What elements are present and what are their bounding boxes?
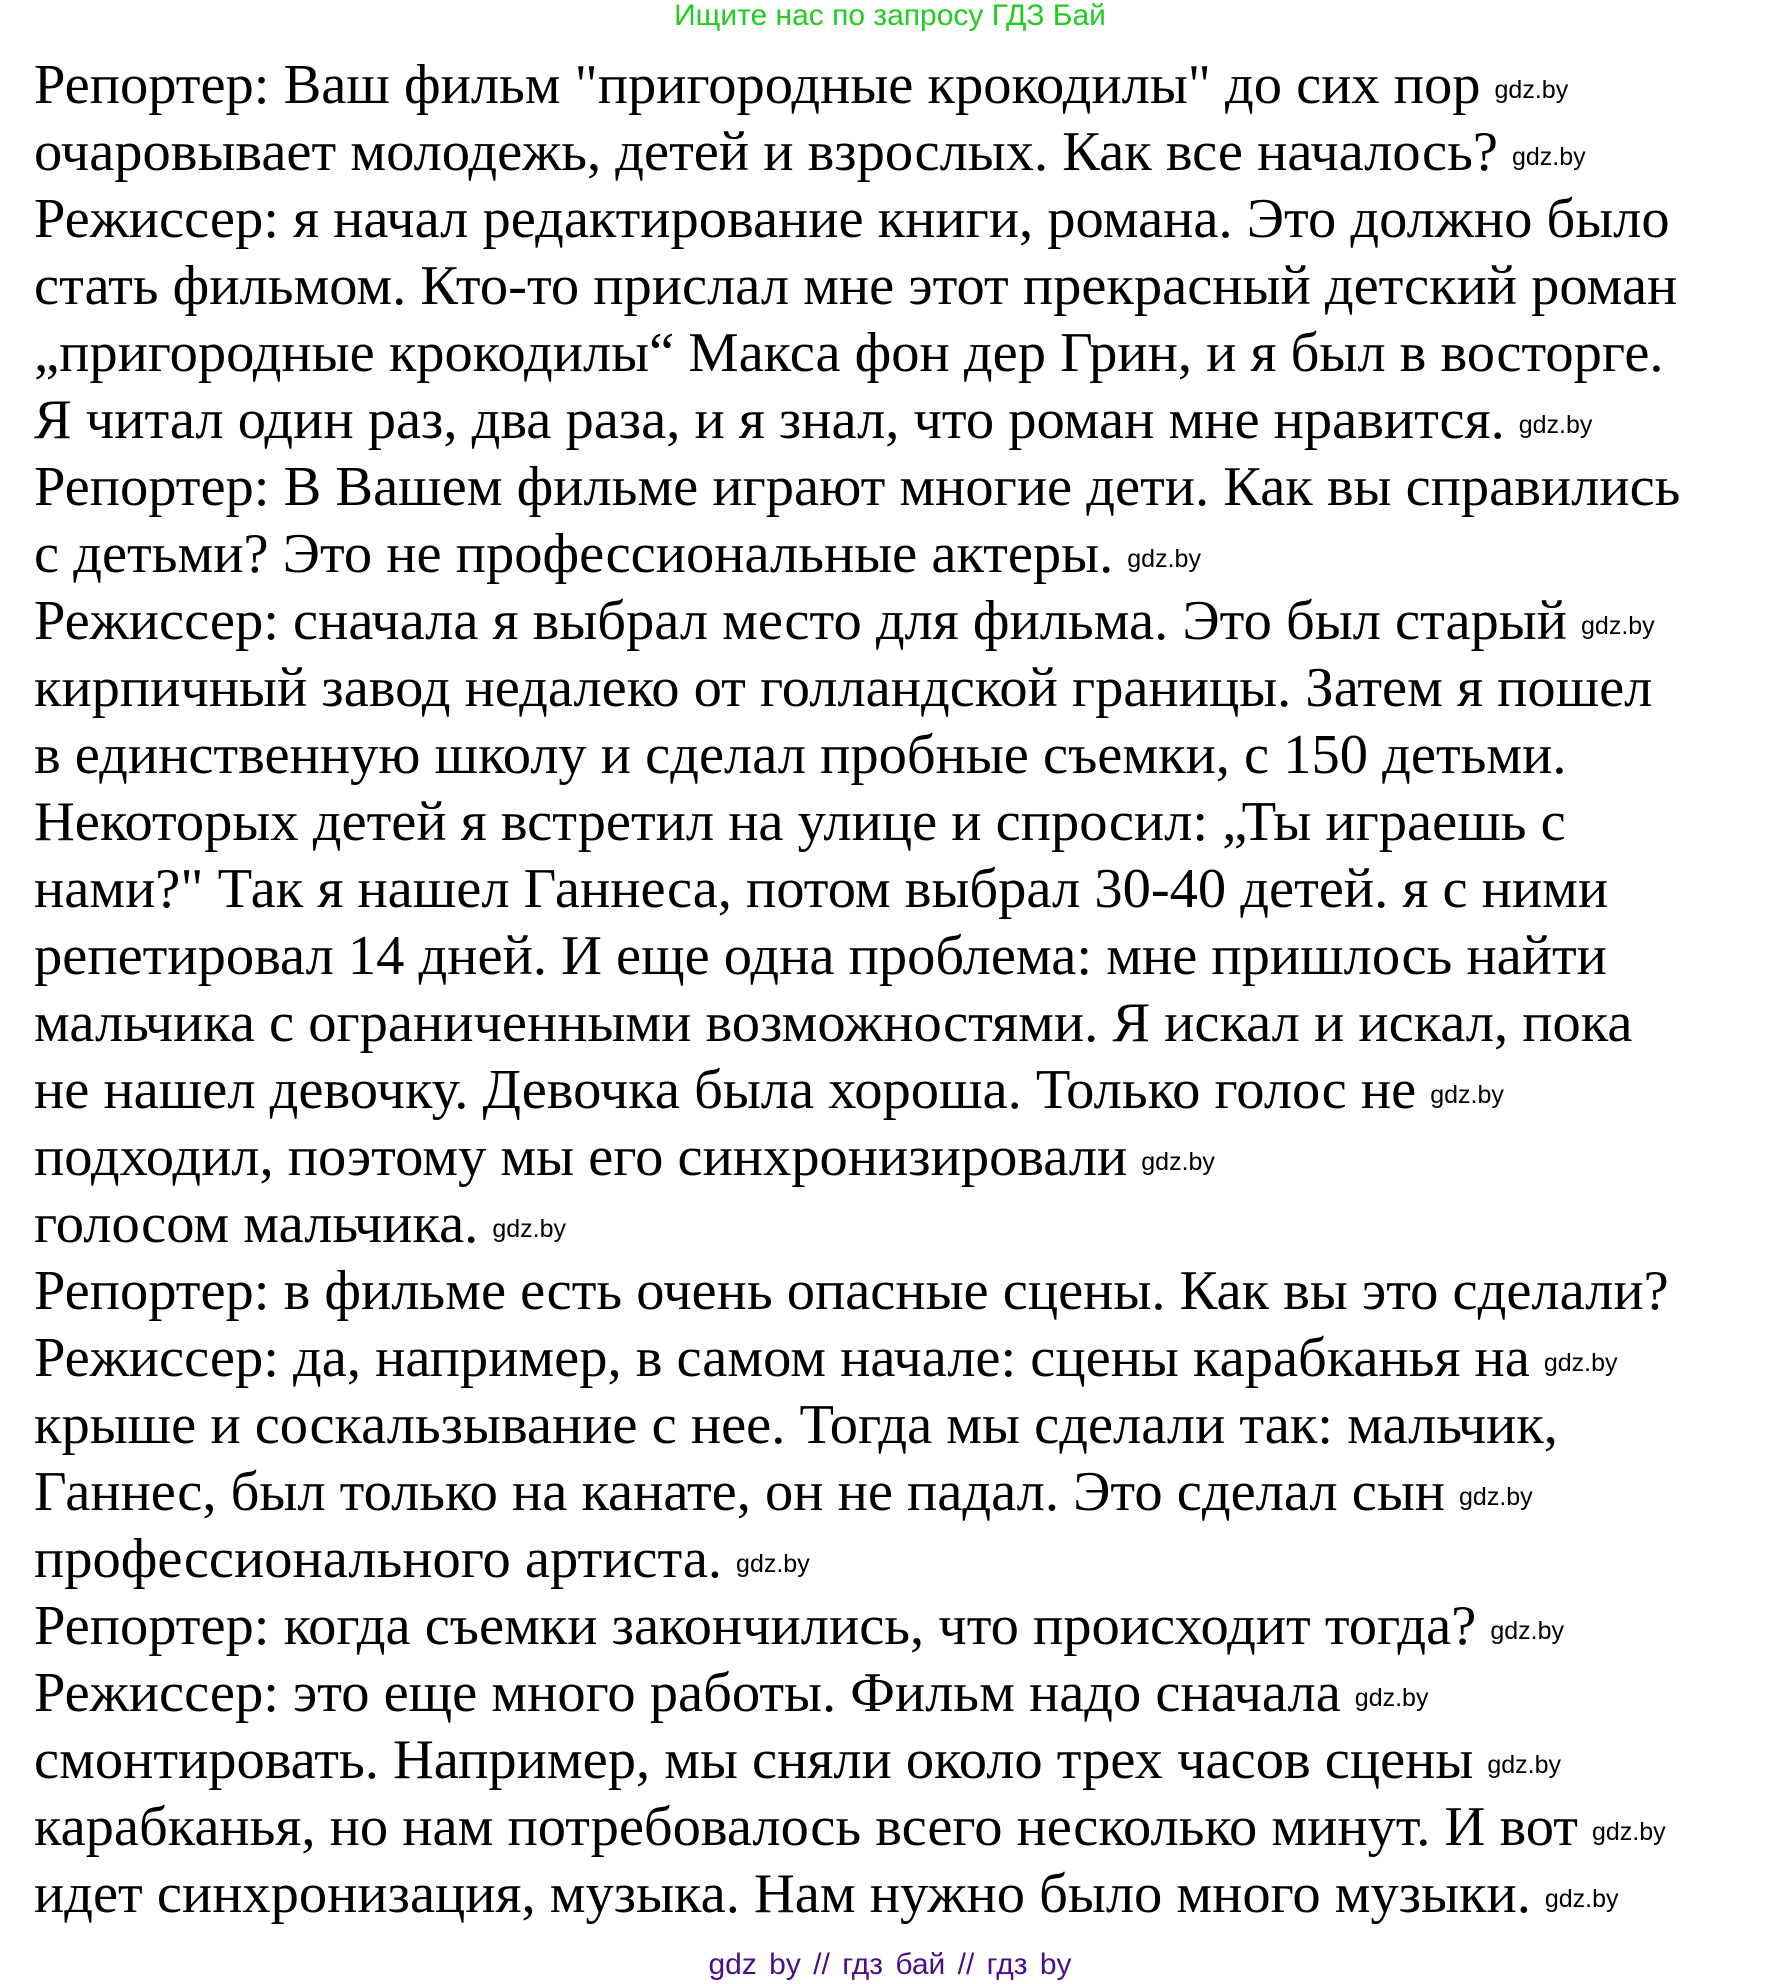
line-text: Режиссер: я начал редактирование книги, романа. Это должно было <box>34 188 1670 250</box>
line-text: смонтировать. Например, мы сняли около трех часов сцены <box>34 1729 1474 1791</box>
watermark: gdz.by <box>1581 612 1655 641</box>
line-text: Репортер: в фильме есть очень опасные сцены. Как вы это сделали? <box>34 1260 1669 1322</box>
text-line <box>34 1392 1680 1459</box>
line-text: Репортер: В Вашем фильме играют многие дети. Как вы справились <box>34 456 1681 518</box>
line-text: мальчика с ограниченными возможностями. Я искал и искал, пока <box>34 992 1633 1054</box>
text-line <box>34 1794 1680 1861</box>
text-line <box>34 789 1680 856</box>
line-text: репетировал 14 дней. И еще одна проблема: мне пришлось найти <box>34 925 1607 987</box>
text-line <box>34 1325 1680 1392</box>
text-line <box>34 186 1680 253</box>
footer-links: gdz by // гдз бай // гдз by <box>708 1948 1072 1981</box>
line-text: карабканья, но нам потребовалось всего несколько минут. И вот <box>34 1796 1578 1858</box>
line-text: Репортер: Ваш фильм "пригородные крокодилы" до сих пор <box>34 54 1481 116</box>
watermark: gdz.by <box>492 1215 566 1244</box>
watermark: gdz.by <box>1544 1885 1619 1914</box>
text-line <box>34 1861 1680 1928</box>
line-text: Ганнес, был только на канате, он не падал. Это сделал сын <box>34 1461 1446 1523</box>
line-text: не нашел девочку. Девочка была хороша. Только голос не <box>34 1059 1417 1121</box>
text-line <box>34 1191 1680 1258</box>
text-line <box>34 1124 1680 1191</box>
line-text: Режиссер: да, например, в самом начале: сцены карабканья на <box>34 1327 1530 1389</box>
watermark: gdz.by <box>1127 545 1201 574</box>
line-text: нами?" Так я нашел Ганнеса, потом выбрал 30-40 детей. я с ними <box>34 858 1609 920</box>
watermark: gdz.by <box>1487 1751 1562 1780</box>
watermark: gdz.by <box>1490 1617 1564 1646</box>
watermark: gdz.by <box>1141 1148 1215 1177</box>
line-text: идет синхронизация, музыка. Нам нужно было много музыки. <box>34 1863 1531 1925</box>
text-line <box>34 52 1680 119</box>
watermark: gdz.by <box>1494 76 1569 105</box>
text-line <box>34 1057 1680 1124</box>
text-line <box>34 1526 1680 1593</box>
text-line <box>34 521 1680 588</box>
text-line <box>34 119 1680 186</box>
line-text: Некоторых детей я встретил на улице и спросил: „Ты играешь с <box>34 791 1566 853</box>
text-line <box>34 253 1680 320</box>
watermark: gdz.by <box>1543 1349 1618 1378</box>
line-text: Режиссер: это еще много работы. Фильм надо сначала <box>34 1662 1341 1724</box>
line-text: Я читал один раз, два раза, и я знал, что роман мне нравится. <box>34 389 1505 451</box>
text-line <box>34 923 1680 990</box>
watermark: gdz.by <box>1430 1081 1504 1110</box>
text-line <box>34 454 1680 521</box>
text-line <box>34 320 1680 387</box>
line-text: голосом мальчика. <box>34 1193 479 1255</box>
text-line <box>34 387 1680 454</box>
text-line <box>34 990 1680 1057</box>
watermark: gdz.by <box>736 1550 810 1579</box>
line-text: профессионального артиста. <box>34 1528 723 1590</box>
search-banner: Ищите нас по запросу ГДЗ Бай <box>674 0 1106 32</box>
watermark: gdz.by <box>1459 1483 1533 1512</box>
line-text: кирпичный завод недалеко от голландской границы. Затем я пошел <box>34 657 1653 719</box>
text-line <box>34 1459 1680 1526</box>
line-text: „пригородные крокодилы“ Макса фон дер Грин, и я был в восторге. <box>34 322 1664 384</box>
line-text: подходил, поэтому мы его синхронизировали <box>34 1126 1128 1188</box>
text-line <box>34 655 1680 722</box>
text-line <box>34 1258 1680 1325</box>
text-line <box>34 588 1680 655</box>
watermark: gdz.by <box>1518 411 1593 440</box>
line-text: с детьми? Это не профессиональные актеры. <box>34 523 1114 585</box>
text-line <box>34 1660 1680 1727</box>
text-line <box>34 856 1680 923</box>
text-line <box>34 1593 1680 1660</box>
line-text: крыше и соскальзывание с нее. Тогда мы сделали так: мальчик, <box>34 1394 1558 1456</box>
watermark: gdz.by <box>1354 1684 1429 1713</box>
watermark: gdz.by <box>1511 143 1586 172</box>
line-text: в единственную школу и сделал пробные съемки, с 150 детьми. <box>34 724 1567 786</box>
line-text: Репортер: когда съемки закончились, что происходит тогда? <box>34 1595 1477 1657</box>
line-text: очаровывает молодежь, детей и взрослых. Как все началось? <box>34 121 1498 183</box>
watermark: gdz.by <box>1591 1818 1666 1847</box>
line-text: Режиссер: сначала я выбрал место для фильма. Это был старый <box>34 590 1568 652</box>
text-line <box>34 1727 1680 1794</box>
text-line <box>34 722 1680 789</box>
document-text <box>34 52 1680 1928</box>
line-text: стать фильмом. Кто-то прислал мне этот прекрасный детский роман <box>34 255 1678 317</box>
